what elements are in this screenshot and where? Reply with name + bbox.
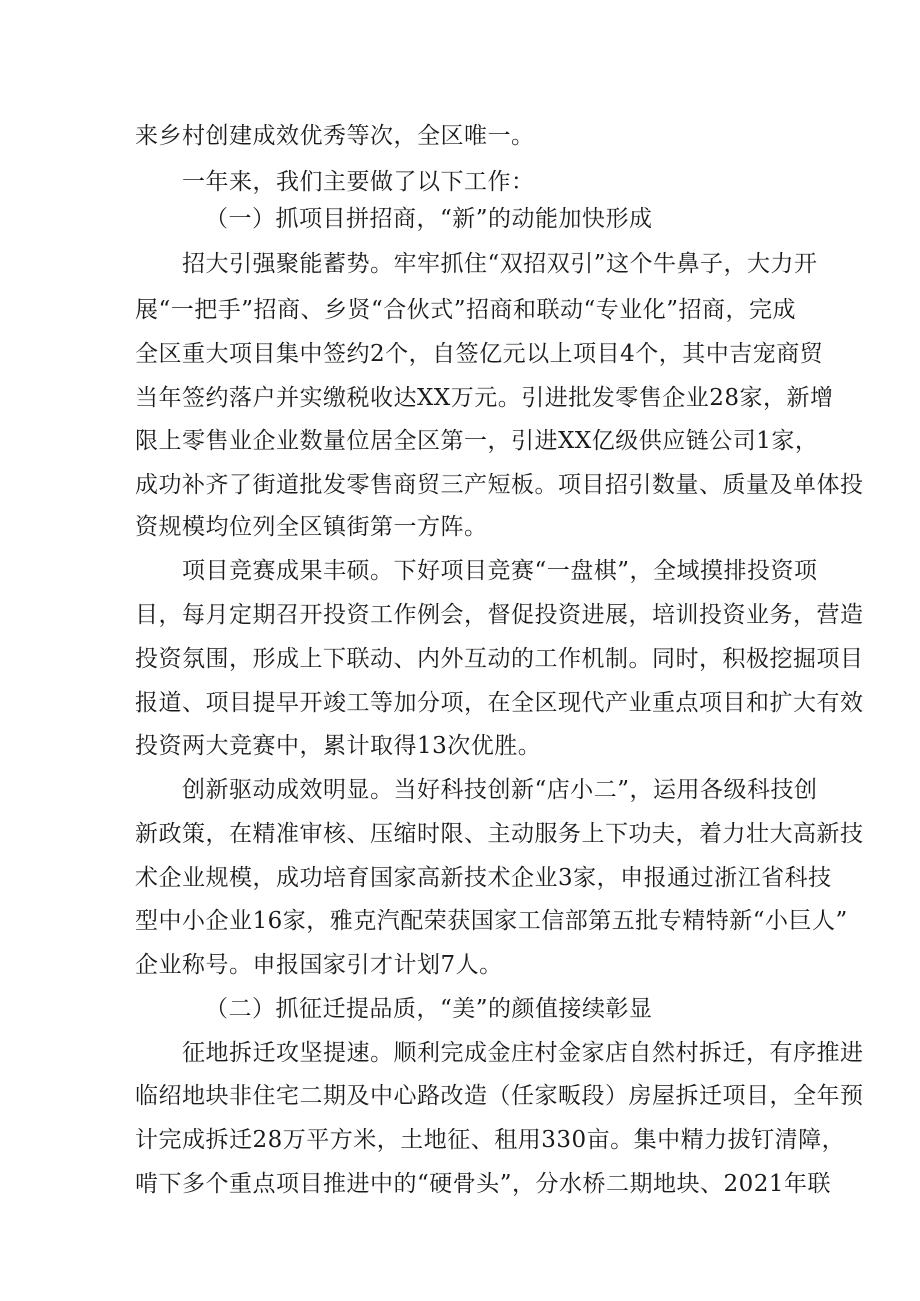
paragraph-line: 临绍地块非住宅二期及中心路改造（任家畈段）房屋拆迁项目，全年预 [135,1083,864,1109]
paragraph-line: 报道、项目提早开竣工等加分项，在全区现代产业重点项目和扩大有效 [135,690,864,716]
paragraph-line: 创新驱动成效明显。当好科技创新“店小二”，运用各级科技创 [182,777,818,803]
paragraph-line: 一年来，我们主要做了以下工作： [182,169,535,195]
paragraph-line: 术企业规模，成功培育国家高新技术企业3家，申报通过浙江省科技 [135,865,832,891]
paragraph-line: 计完成拆迁28万平方米，土地征、租用330亩。集中精力拔钉清障， [135,1127,846,1153]
section-heading: （二）抓征迁提品质，“美”的颜值接续彰显 [205,996,653,1022]
paragraph-line: 展“一把手”招商、乡贤“合伙式”招商和联动“专业化”招商，完成 [135,297,797,323]
paragraph-line: 来乡村创建成效优秀等次，全区唯一。 [135,123,535,149]
section-heading: （一）抓项目拼招商，“新”的动能加快形成 [205,206,653,232]
paragraph-line: 全区重大项目集中签约2个，自签亿元以上项目4个，其中吉宠商贸 [135,341,824,367]
paragraph-line: 投资两大竞赛中，累计取得13次优胜。 [135,733,542,759]
paragraph-line: 新政策，在精准审核、压缩时限、主动服务上下功夫，着力壮大高新技 [135,821,864,847]
paragraph-line: 企业称号。申报国家引才计划7人。 [135,952,503,978]
paragraph-line: 资规模均位列全区镇街第一方阵。 [135,514,488,540]
paragraph-line: 目，每月定期召开投资工作例会，督促投资进展，培训投资业务，营造 [135,602,864,628]
paragraph-line: 招大引强聚能蓄势。牢牢抓住“双招双引”这个牛鼻子，大力开 [182,251,818,277]
paragraph-line: 投资氛围，形成上下联动、内外互动的工作机制。同时，积极挖掘项目 [135,646,864,672]
paragraph-line: 啃下多个重点项目推进中的“硬骨头”，分水桥二期地块、2021年联 [135,1171,832,1197]
paragraph-line: 成功补齐了街道批发零售商贸三产短板。项目招引数量、质量及单体投 [135,472,864,498]
paragraph-line: 征地拆迁攻坚提速。顺利完成金庄村金家店自然村拆迁，有序推进 [182,1040,864,1066]
paragraph-line: 限上零售业企业数量位居全区第一，引进XX亿级供应链公司1家， [135,428,819,454]
paragraph-line: 项目竞赛成果丰硕。下好项目竞赛“一盘棋”，全域摸排投资项 [182,558,818,584]
paragraph-line: 当年签约落户并实缴税收达XX万元。引进批发零售企业28家，新增 [135,385,834,411]
paragraph-line: 型中小企业16家，雅克汽配荣获国家工信部第五批专精特新“小巨人” [135,908,848,934]
